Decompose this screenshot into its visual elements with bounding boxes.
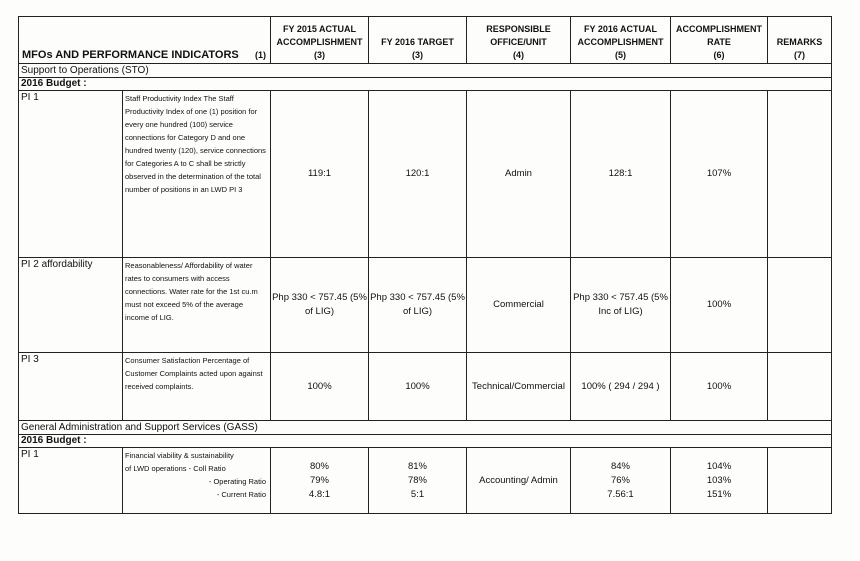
fy2015-value: 100% [271,353,369,421]
section-title: General Administration and Support Services (GASS) [19,421,832,435]
indicator-line: - Current Ratio [216,490,266,499]
fy2016-value: 100% ( 294 / 294 ) [571,353,671,421]
indicator-line: Financial viability & sustainability [125,451,234,460]
rate-value: 100% [671,258,768,353]
indicator-line: of LWD operations - Coll Ratio [125,464,226,473]
header-mfo-num: (1) [255,50,266,60]
fy2015-value: 119:1 [271,91,369,258]
header-responsible: RESPONSIBLE OFFICE/UNIT (4) [467,17,571,64]
report-sheet [18,16,831,524]
fy2016-value: Php 330 < 757.45 (5% Inc of LIG) [571,258,671,353]
header-remarks: REMARKS (7) [768,17,832,64]
budget-label: 2016 Budget : [19,435,832,448]
header-rate: ACCOMPLISHMENT RATE (6) [671,17,768,64]
header-mfo [19,17,271,64]
rate-value: 104% 103% 151% [671,448,768,514]
header-fy2015: FY 2015 ACTUAL ACCOMPLISHMENT (3) [271,17,369,64]
rate-value: 100% [671,353,768,421]
indicator-text: Consumer Satisfaction Percentage of Customer Complaints acted upon against received complaints. [123,353,271,421]
performance-table [18,16,832,514]
remarks-value [768,91,832,258]
indicator-text: Staff Productivity Index The Staff Productivity Index of one (1) position for every one hundred (100) service connections for Category D and one hundred twenty (120), service connections for Categories A to C shall be strictly observed in the determination of the total number of positions in an LWD PI 3 [123,91,271,258]
table-row [19,353,832,421]
fy2015-value: Php 330 < 757.45 (5% of LIG) [271,258,369,353]
table-row [19,448,832,514]
section-sto-row [19,64,832,78]
fy2016-value: 84% 76% 7.56:1 [571,448,671,514]
pi-label: PI 1 [19,448,123,514]
table-row [19,258,832,353]
indicator-text: Reasonableness/ Affordability of water rates to consumers with access connections. Water rate for the 1st cu.m must not exceed 5% of the average income of LIG. [123,258,271,353]
header-fy2016-actual: FY 2016 ACTUAL ACCOMPLISHMENT (5) [571,17,671,64]
office-value: Admin [467,91,571,258]
office-value: Commercial [467,258,571,353]
target-value: 100% [369,353,467,421]
rate-value: 107% [671,91,768,258]
target-value: Php 330 < 757.45 (5% of LIG) [369,258,467,353]
table-row [19,91,832,258]
pi-label: PI 1 [19,91,123,258]
fy2016-value: 128:1 [571,91,671,258]
target-value: 120:1 [369,91,467,258]
indicator-line: - Operating Ratio [208,477,266,486]
target-value: 81% 78% 5:1 [369,448,467,514]
header-mfo-label: MFOs AND PERFORMANCE INDICATORS [22,49,239,61]
fy2015-value: 80% 79% 4.8:1 [271,448,369,514]
budget-row [19,435,832,448]
remarks-value [768,448,832,514]
budget-row [19,78,832,91]
section-title: Support to Operations (STO) [19,64,832,78]
indicator-text [123,448,271,514]
office-value: Accounting/ Admin [467,448,571,514]
header-fy2016-target: FY 2016 TARGET (3) [369,17,467,64]
section-gass-row [19,421,832,435]
office-value: Technical/Commercial [467,353,571,421]
pi-label: PI 2 affordability [19,258,123,353]
budget-label: 2016 Budget : [19,78,832,91]
pi-label: PI 3 [19,353,123,421]
remarks-value [768,353,832,421]
remarks-value [768,258,832,353]
header-row [19,17,832,64]
